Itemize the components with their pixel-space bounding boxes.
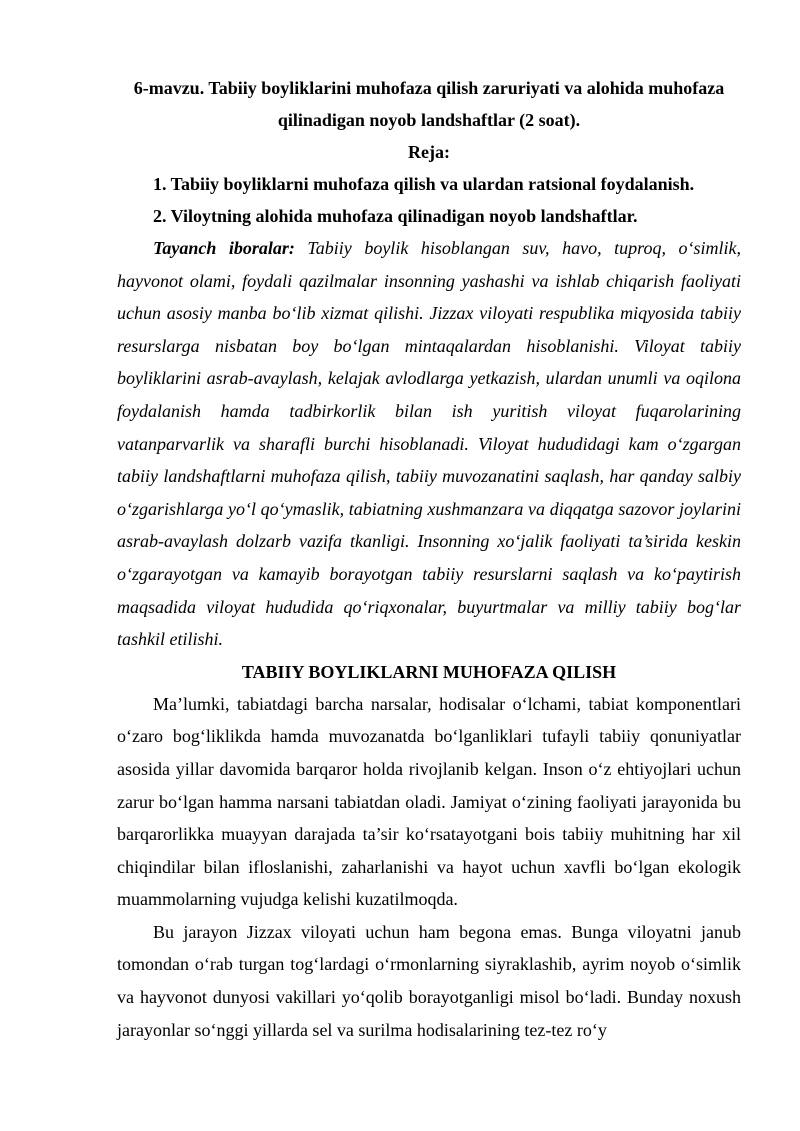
plan-heading: Reja: <box>408 142 450 162</box>
keywords-label: Tayanch iboralar: <box>153 238 295 258</box>
title-line-1: 6-mavzu. Tabiiy boyliklarini muhofaza qilish zaruriyati va alohida muhofaza <box>133 78 725 98</box>
body-paragraph-1: Ma’lumki, tabiatdagi barcha narsalar, hodisalar o‘lchami, tabiat komponentlari o‘zaro bog‘liklikda hamda muvozanatda bo‘lganliklari tufayli tabiiy qonuniyatlar asosida yillar davomida barqaror holda rivojlanib kelgan. Inson o‘z ehtiyojlari uchun zarur bo‘lgan hamma narsani tabiatdan oladi. Jamiyat o‘zining faoliyati jarayonida bu barqarorlikka muayyan darajada ta’sir ko‘rsatayotgani bois tabiiy muhitning har xil chiqindilar bilan ifloslanishi, zaharlanishi va hayot uchun xavfli bo‘lgan ekologik muammolarning vujudga kelishi kuzatilmoqda. <box>117 693 741 910</box>
body-paragraph-2: Bu jarayon Jizzax viloyati uchun ham begona emas. Bunga viloyatni janub tomondan o‘rab turgan tog‘lardagi o‘rmonlarning siyraklashib, ayrim noyob o‘simlik va hayvonot dunyosi vakillari yo‘qolib borayotganligi misol bo‘ladi. Bunday noxush jarayonlar so‘nggi yillarda sel va surilma hodisalarining tez-tez ro‘y <box>117 921 741 1040</box>
section-heading: TABIIY BOYLIKLARNI MUHOFAZA QILISH <box>241 661 617 682</box>
plan-item-1: 1. Tabiiy boyliklarni muhofaza qilish va ulardan ratsional foydalanish. <box>153 174 695 194</box>
document-page <box>117 72 741 1046</box>
keywords-paragraph <box>117 232 741 656</box>
plan-item-2: 2. Viloytning alohida muhofaza qilinadigan noyob landshaftlar. <box>153 206 638 226</box>
document-title <box>117 72 741 136</box>
keywords-text: Tabiiy boylik hisoblangan suv, havo, tuproq, o‘simlik, hayvonot olami, foydali qazilmalar insonning yashashi va ishlab chiqarish faoliyati uchun asosiy manba bo‘lib xizmat qilishi. Jizzax viloyati respublika miqyosida tabiiy resurslarga nisbatan boy bo‘lgan mintaqalardan hisoblanishi. Viloyat tabiiy boyliklarini asrab-avaylash, kelajak avlodlarga yetkazish, ulardan unumli va oqilona foydalanish hamda tadbirkorlik bilan ish yuritish viloyat fuqarolarining vatanparvarlik va sharafli burchi hisoblanadi. Viloyat hududidagi kam o‘zgargan tabiiy landshaftlarni muhofaza qilish, tabiiy muvozanatini saqlash, har qanday salbiy o‘zgarishlarga yo‘l qo‘ymaslik, tabiatning xushmanzara va diqqatga sazovor joylarini asrab-avaylash dolzarb vazifa tkanligi. Insonning xo‘jalik faoliyati ta’sirida keskin o‘zgarayotgan va kamayib borayotgan tabiiy resurslarni saqlash va ko‘paytirish maqsadida viloyat hududida qo‘riqxonalar, buyurtmalar va milliy tabiiy bog‘lar tashkil etilishi. <box>117 238 741 650</box>
title-line-2: qilinadigan noyob landshaftlar (2 soat). <box>277 110 581 130</box>
